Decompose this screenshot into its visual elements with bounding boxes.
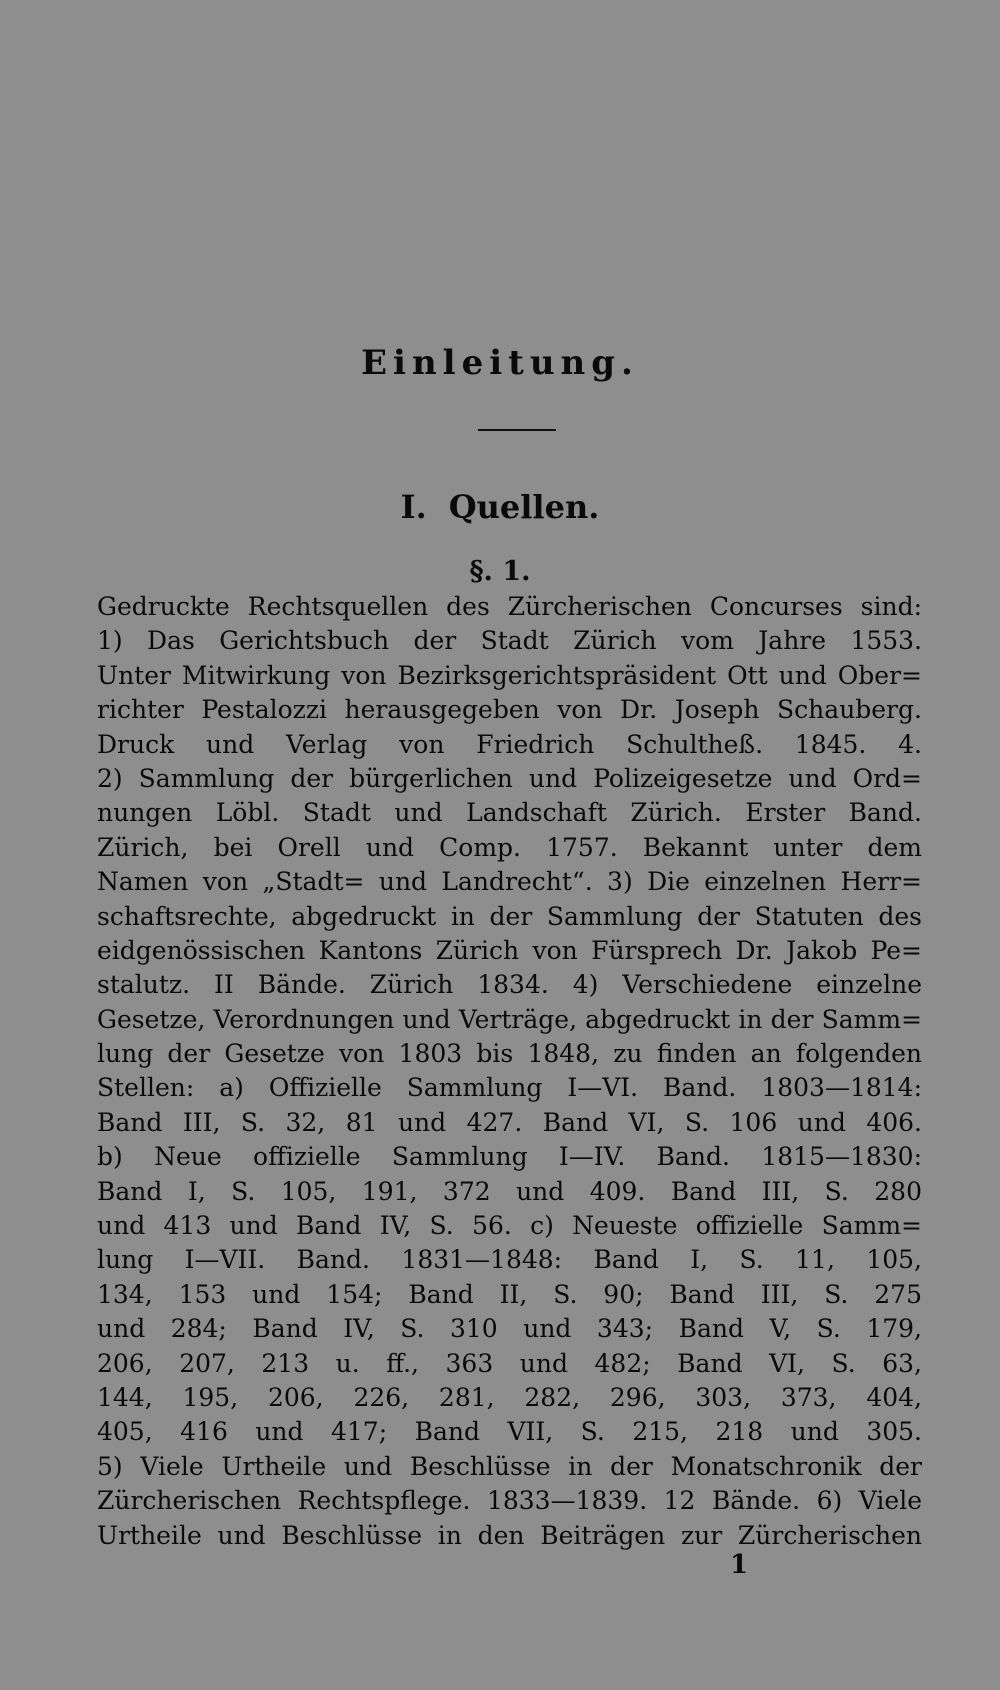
text-line: Gesetze, Verordnungen und Verträge, abgedruckt in der Samm= — [97, 1004, 922, 1034]
text-line: Band III, S. 32, 81 und 427. Band VI, S. 106 und 406. — [97, 1107, 922, 1137]
text-line: Druck und Verlag von Friedrich Schultheß. 1845. 4. — [97, 729, 922, 759]
text-line: 405, 416 und 417; Band VII, S. 215, 218 und 305. — [97, 1417, 922, 1447]
section-heading — [0, 488, 1000, 526]
text-line: 206, 207, 213 u. ff., 363 und 482; Band VI, S. 63, — [97, 1348, 922, 1378]
text-line: Unter Mitwirkung von Bezirksgerichtspräsident Ott und Ober= — [97, 660, 922, 690]
text-line: lung I—VII. Band. 1831—1848: Band I, S. 11, 105, — [97, 1245, 922, 1275]
text-line: b) Neue offizielle Sammlung I—IV. Band. 1815—1830: — [97, 1142, 922, 1172]
title-divider — [478, 429, 556, 431]
text-line: nungen Löbl. Stadt und Landschaft Zürich. Erster Band. — [97, 798, 922, 828]
text-line: Zürcherischen Rechtspflege. 1833—1839. 12 Bände. 6) Viele — [97, 1486, 922, 1516]
text-line: richter Pestalozzi herausgegeben von Dr. Joseph Schauberg. — [97, 695, 922, 725]
text-line: Zürich, bei Orell und Comp. 1757. Bekannt unter dem — [97, 832, 922, 862]
paragraph-number: §. 1. — [469, 556, 531, 587]
text-line: eidgenössischen Kantons Zürich von Fürsprech Dr. Jakob Pe= — [97, 935, 922, 965]
chapter-title: Einleitung. — [361, 343, 639, 383]
text-line: 134, 153 und 154; Band II, S. 90; Band III, S. 275 — [97, 1279, 922, 1309]
text-line: Stellen: a) Offizielle Sammlung I—VI. Band. 1803—1814: — [97, 1073, 922, 1103]
text-line: 2) Sammlung der bürgerlichen und Polizeigesetze und Ord= — [97, 763, 922, 793]
text-line: und 413 und Band IV, S. 56. c) Neueste offizielle Samm= — [97, 1211, 922, 1241]
page-number: 1 — [730, 1550, 749, 1580]
section-number: I. — [400, 488, 427, 526]
text-line: Gedruckte Rechtsquellen des Zürcherischen Concurses sind: — [97, 592, 922, 621]
text-line: Namen von „Stadt= und Landrecht“. 3) Die einzelnen Herr= — [97, 867, 922, 897]
text-line: stalutz. II Bände. Zürich 1834. 4) Verschiedene einzelne — [97, 970, 922, 1000]
text-line: Urtheile und Beschlüsse in den Beiträgen zur Zürcherischen — [97, 1520, 922, 1550]
text-line: Band I, S. 105, 191, 372 und 409. Band III, S. 280 — [97, 1176, 922, 1206]
text-line: 1) Das Gerichtsbuch der Stadt Zürich vom Jahre 1553. — [97, 626, 922, 656]
text-line: 5) Viele Urtheile und Beschlüsse in der Monatschronik der — [97, 1451, 922, 1481]
body-text — [97, 590, 922, 1553]
section-title: Quellen. — [448, 488, 600, 526]
text-line: und 284; Band IV, S. 310 und 343; Band V, S. 179, — [97, 1314, 922, 1344]
text-line: schaftsrechte, abgedruckt in der Sammlung der Statuten des — [97, 901, 922, 931]
text-line: lung der Gesetze von 1803 bis 1848, zu finden an folgenden — [97, 1039, 922, 1069]
text-line: 144, 195, 206, 226, 281, 282, 296, 303, 373, 404, — [97, 1382, 922, 1412]
